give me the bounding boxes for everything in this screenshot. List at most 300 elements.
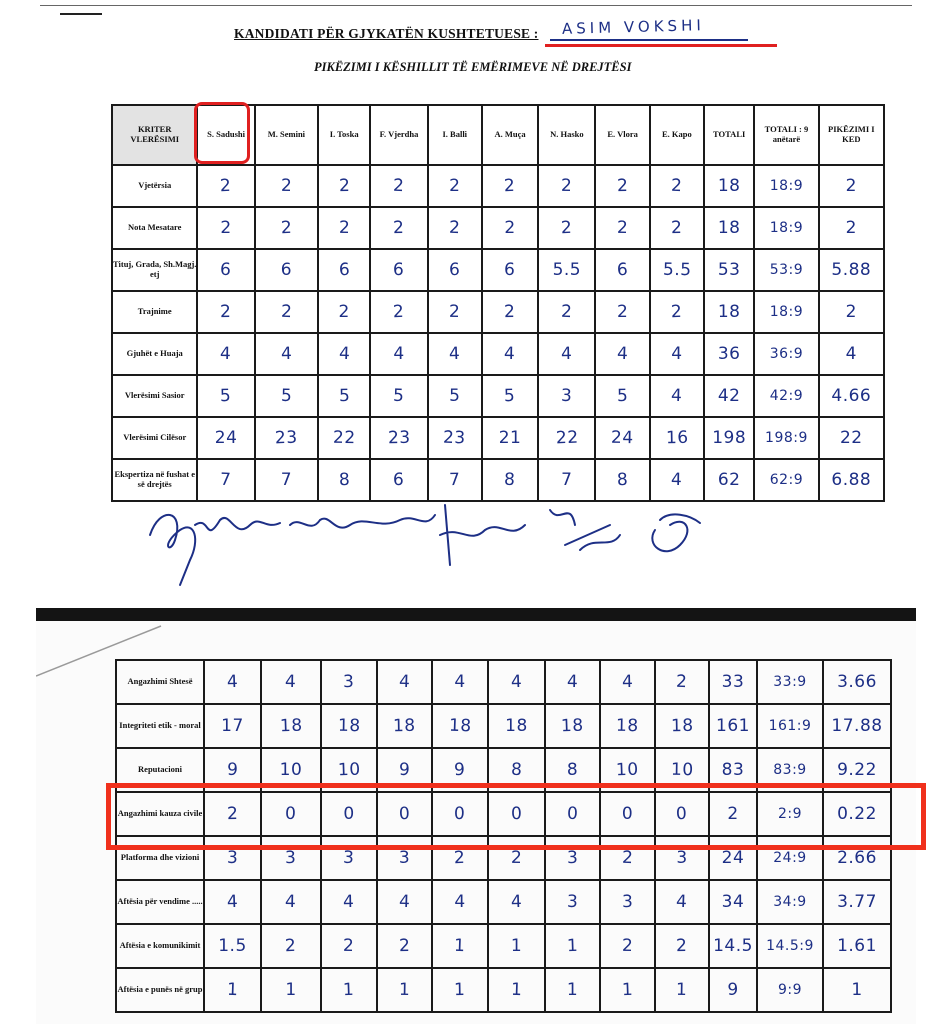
- total-9-cell: [757, 704, 823, 748]
- judge-score-cell: [370, 417, 427, 459]
- total-cell: [704, 165, 754, 207]
- judge-score-cell: [318, 417, 370, 459]
- column-header-criterion: KRITER VLERËSIMI: [112, 105, 197, 165]
- judge-score-cell: [432, 660, 488, 704]
- judge-score: 4: [448, 343, 461, 365]
- judge-score: 3: [560, 385, 573, 407]
- judge-score-cell: [428, 417, 482, 459]
- judge-score: 18: [392, 715, 416, 737]
- judge-score-cell: [428, 207, 482, 249]
- judge-score: 3: [343, 671, 355, 693]
- total-cell: [704, 417, 754, 459]
- judge-score-cell: [261, 968, 321, 1012]
- total-cell: [704, 333, 754, 375]
- total-value: 62: [717, 470, 741, 490]
- judge-score: 8: [616, 469, 629, 491]
- total-9-cell: [754, 207, 818, 249]
- judge-score-cell: [321, 880, 377, 924]
- judge-score-cell: [545, 924, 600, 968]
- judge-score: 1.5: [218, 936, 247, 956]
- judge-score: 3: [566, 847, 579, 869]
- judge-score: 23: [387, 427, 411, 449]
- judge-score-cell: [488, 660, 545, 704]
- judge-score: 0: [398, 803, 411, 825]
- judge-score-cell: [197, 333, 254, 375]
- judge-score: 4: [621, 671, 634, 693]
- judge-score: 2: [398, 935, 411, 957]
- judge-score: 16: [665, 427, 689, 449]
- total-value: 14.5: [713, 936, 753, 956]
- judge-score-cell: [255, 249, 318, 291]
- judge-score: 2: [560, 301, 573, 323]
- criterion-label: Vlerësimi Cilësor: [112, 417, 197, 459]
- criterion-label: Trajnime: [112, 291, 197, 333]
- judge-score: 2: [343, 935, 355, 957]
- total-9-value: 42:9: [769, 388, 804, 404]
- judge-score: 1: [226, 979, 239, 1001]
- judge-score: 9: [398, 759, 411, 781]
- judge-score-cell: [538, 207, 595, 249]
- judge-score: 4: [280, 343, 293, 365]
- judge-score-cell: [370, 165, 427, 207]
- judge-score: 6: [393, 259, 405, 281]
- column-header-judge: I. Toska: [318, 105, 370, 165]
- judge-score: 4: [671, 344, 683, 364]
- judge-score: 7: [220, 469, 233, 491]
- column-header-judge: E. Kapo: [650, 105, 704, 165]
- total-9-value: 83:9: [773, 762, 807, 778]
- judge-score: 2: [671, 217, 683, 239]
- judge-score-cell: [377, 924, 432, 968]
- judge-score-cell: [538, 333, 595, 375]
- judge-score: 24: [611, 427, 635, 449]
- judge-score-cell: [600, 660, 655, 704]
- judge-score: 4: [510, 891, 523, 913]
- judge-score: 18: [279, 715, 303, 737]
- judge-score: 8: [504, 469, 517, 491]
- total-9-value: 161:9: [768, 718, 812, 734]
- judge-score: 9: [454, 759, 466, 781]
- judge-score: 10: [337, 759, 361, 781]
- criterion-label: Platforma dhe vizioni: [116, 836, 204, 880]
- document-subtitle: PIKËZIMI I KËSHILLIT TË EMËRIMEVE NË DREJTËSI: [314, 60, 632, 74]
- judge-score-cell: [428, 165, 482, 207]
- judge-score: 2: [449, 176, 461, 196]
- criterion-label: Aftësia për vendime .....: [116, 880, 204, 924]
- judge-score-cell: [600, 924, 655, 968]
- judge-score: 2: [280, 301, 293, 323]
- judge-score: 0: [510, 803, 523, 825]
- judge-score: 0: [566, 803, 579, 825]
- criterion-label: Angazhimi kauza civile: [116, 792, 204, 836]
- total-9-value: 36:9: [769, 346, 804, 362]
- judge-score-cell: [261, 924, 321, 968]
- ked-score-value: 9.22: [837, 760, 877, 780]
- judge-score-cell: [545, 880, 600, 924]
- total-value: 36: [717, 344, 741, 364]
- judge-score: 5: [616, 385, 629, 407]
- ked-score-cell: [819, 165, 884, 207]
- ked-score-value: 4.66: [831, 386, 872, 406]
- table-row: [112, 249, 884, 291]
- judge-score: 4: [338, 343, 351, 365]
- judge-score: 2: [220, 175, 233, 197]
- judge-score-cell: [377, 968, 432, 1012]
- judge-score: 4: [343, 891, 355, 913]
- ked-score-cell: [819, 291, 884, 333]
- judge-score: 0: [343, 804, 355, 824]
- judge-score: 3: [566, 891, 579, 913]
- total-value: 33: [721, 672, 745, 692]
- judge-score: 4: [560, 343, 573, 365]
- total-value: 24: [721, 848, 745, 868]
- judge-score-cell: [197, 291, 254, 333]
- judge-score: 2: [510, 847, 523, 869]
- judge-score: 6: [280, 260, 293, 280]
- judge-score: 6: [504, 259, 517, 281]
- top-rule: [40, 5, 912, 6]
- ked-score-value: 4: [845, 344, 857, 364]
- judge-score-cell: [538, 165, 595, 207]
- total-9-cell: [754, 249, 818, 291]
- total-value: 34: [721, 892, 745, 912]
- column-header-judge: M. Semini: [255, 105, 318, 165]
- judge-score-cell: [650, 333, 704, 375]
- judge-score-cell: [261, 704, 321, 748]
- total-cell: [704, 207, 754, 249]
- judge-score-cell: [321, 924, 377, 968]
- total-9-value: 14.5:9: [766, 938, 814, 954]
- ked-score-value: 0.22: [837, 804, 877, 824]
- ked-score-value: 6.88: [831, 470, 872, 490]
- judge-score: 2: [616, 302, 629, 322]
- judge-score: 3: [676, 848, 688, 868]
- judge-score: 2: [280, 175, 293, 197]
- total-9-cell: [754, 417, 818, 459]
- judge-score: 4: [285, 891, 297, 913]
- column-header-judge: E. Vlora: [595, 105, 649, 165]
- ked-score-value: 2: [845, 218, 857, 238]
- judge-score: 2: [560, 217, 573, 239]
- judge-score: 1: [510, 979, 523, 1001]
- judge-score-cell: [318, 207, 370, 249]
- page-gap-band: [36, 608, 916, 621]
- judge-score: 2: [560, 175, 573, 197]
- judge-score: 7: [561, 470, 573, 490]
- judge-score-cell: [488, 924, 545, 968]
- judge-score-cell: [370, 249, 427, 291]
- judge-score-cell: [488, 880, 545, 924]
- judge-score-cell: [370, 375, 427, 417]
- judge-score: 0: [454, 803, 466, 825]
- judge-score-cell: [370, 333, 427, 375]
- judge-score: 4: [454, 892, 466, 912]
- judge-score-cell: [318, 165, 370, 207]
- judge-score-cell: [261, 660, 321, 704]
- judge-score: 5.5: [552, 260, 582, 280]
- table-row: [112, 333, 884, 375]
- total-9-value: 9:9: [777, 982, 803, 998]
- judge-score: 5: [280, 385, 293, 407]
- judge-score-cell: [318, 333, 370, 375]
- judge-score: 2: [670, 175, 683, 197]
- judge-score: 2: [280, 217, 293, 239]
- judge-score: 6: [220, 259, 233, 281]
- total-9-cell: [754, 333, 818, 375]
- ked-score-cell: [823, 704, 891, 748]
- judge-score-cell: [428, 249, 482, 291]
- judge-score-cell: [197, 165, 254, 207]
- judge-score-cell: [650, 417, 704, 459]
- judge-score: 0: [621, 804, 634, 824]
- total-value: 83: [721, 760, 745, 780]
- criterion-label: Gjuhët e Huaja: [112, 333, 197, 375]
- judge-score: 4: [398, 671, 411, 693]
- judge-score-cell: [655, 660, 709, 704]
- judge-score: 18: [615, 715, 639, 737]
- judge-score-cell: [595, 333, 649, 375]
- judge-score: 4: [398, 891, 411, 913]
- judge-score-cell: [482, 417, 538, 459]
- ked-score-value: 3.77: [837, 892, 877, 912]
- judge-score: 23: [274, 427, 299, 449]
- table-row: [116, 704, 891, 748]
- total-9-value: 198:9: [765, 430, 808, 446]
- judge-score-cell: [595, 165, 649, 207]
- table-row: [112, 291, 884, 333]
- judge-score-cell: [428, 291, 482, 333]
- total-cell: [704, 291, 754, 333]
- judge-score: 1: [510, 936, 523, 956]
- judge-score: 18: [560, 715, 585, 737]
- judge-score: 8: [338, 469, 351, 491]
- judge-score: 2: [392, 301, 405, 323]
- judge-score: 1: [285, 980, 297, 1000]
- column-header-judge: I. Balli: [428, 105, 482, 165]
- judge-score: 6: [393, 469, 405, 491]
- judge-score-cell: [197, 417, 254, 459]
- judge-score-cell: [204, 704, 261, 748]
- judge-score: 21: [498, 428, 522, 448]
- judge-score-cell: [545, 660, 600, 704]
- ked-score-value: 1.61: [837, 936, 877, 956]
- criterion-label: Angazhimi Shtesë: [116, 660, 204, 704]
- judge-score-cell: [255, 375, 318, 417]
- judge-score: 1: [342, 979, 356, 1001]
- judge-score-cell: [482, 375, 538, 417]
- judge-score: 4: [510, 671, 523, 693]
- judge-score-cell: [650, 375, 704, 417]
- judge-score-cell: [428, 375, 482, 417]
- judge-score: 18: [505, 716, 528, 736]
- judge-score-cell: [197, 207, 254, 249]
- judge-score: 0: [675, 803, 689, 825]
- judge-score-cell: [595, 417, 649, 459]
- judge-score-cell: [255, 417, 318, 459]
- judge-score: 3: [398, 848, 411, 868]
- ked-score-value: 2.66: [837, 848, 877, 868]
- total-cell: [709, 660, 757, 704]
- judge-score-cell: [650, 291, 704, 333]
- judge-score-cell: [655, 924, 709, 968]
- judge-score: 18: [670, 715, 694, 737]
- total-9-cell: [754, 375, 818, 417]
- table-row: [116, 924, 891, 968]
- highlight-civil-engagement-row: [106, 783, 926, 850]
- judge-score: 2: [338, 302, 350, 322]
- judge-score-cell: [255, 291, 318, 333]
- table-row: [112, 165, 884, 207]
- judge-score-cell: [650, 249, 704, 291]
- signatures: [140, 485, 720, 595]
- judge-score-cell: [261, 880, 321, 924]
- judge-score-cell: [204, 968, 261, 1012]
- total-9-value: 53:9: [769, 262, 804, 278]
- ked-score-value: 5.88: [831, 260, 872, 280]
- judge-score-cell: [538, 375, 595, 417]
- judge-score: 5: [449, 386, 461, 406]
- judge-score: 4: [393, 344, 405, 364]
- judge-score: 5: [504, 385, 517, 407]
- judge-score: 2: [616, 217, 629, 239]
- column-header-judge: S. Sadushi: [197, 105, 254, 165]
- total-cell: [704, 375, 754, 417]
- judge-score: 2: [504, 175, 517, 197]
- total-9-value: 33:9: [773, 674, 807, 690]
- total-9-value: 18:9: [769, 304, 804, 320]
- judge-score: 24: [214, 428, 238, 448]
- judge-score-cell: [595, 207, 649, 249]
- highlight-sadushi-column: [194, 102, 250, 164]
- judge-score: 4: [226, 671, 239, 693]
- candidate-underline-red: [545, 44, 777, 47]
- judge-score-cell: [321, 660, 377, 704]
- judge-score: 22: [555, 427, 579, 449]
- judge-score-cell: [370, 291, 427, 333]
- table-row: [112, 207, 884, 249]
- total-cell: [709, 704, 757, 748]
- judge-score: 4: [220, 343, 232, 365]
- ked-score-cell: [823, 880, 891, 924]
- total-cell: [709, 924, 757, 968]
- judge-score: 1: [566, 980, 579, 1000]
- judge-score-cell: [432, 968, 488, 1012]
- judge-score: 2: [616, 175, 629, 197]
- column-header-judge: F. Vjerdha: [370, 105, 427, 165]
- judge-score-cell: [204, 660, 261, 704]
- ked-score-cell: [819, 417, 884, 459]
- table-row: [112, 417, 884, 459]
- judge-score-cell: [482, 333, 538, 375]
- total-value: 18: [717, 176, 741, 196]
- ked-score-cell: [819, 249, 884, 291]
- judge-score: 4: [566, 671, 579, 693]
- judge-score-cell: [318, 249, 370, 291]
- judge-score-cell: [204, 880, 261, 924]
- judge-score: 5: [392, 385, 405, 407]
- judge-score: 1: [454, 979, 466, 1001]
- judge-score: 18: [337, 715, 361, 737]
- criterion-label: Vjetërsia: [112, 165, 197, 207]
- judge-score-cell: [655, 880, 709, 924]
- criterion-label: Vlerësimi Sasior: [112, 375, 197, 417]
- judge-score: 4: [671, 469, 683, 491]
- judge-score: 2: [393, 217, 405, 239]
- ked-score-value: 3.66: [837, 672, 877, 692]
- judge-score: 6: [338, 259, 351, 281]
- judge-score: 1: [453, 935, 467, 957]
- table-row: [116, 968, 891, 1012]
- total-9-cell: [757, 924, 823, 968]
- total-value: 18: [717, 218, 741, 238]
- judge-score: 5.5: [662, 259, 692, 281]
- judge-score-cell: [600, 968, 655, 1012]
- judge-score-cell: [432, 924, 488, 968]
- ked-score-value: 17.88: [831, 716, 883, 736]
- judge-score: 10: [670, 759, 694, 781]
- column-header-total-9: TOTALI : 9 anëtarë: [754, 105, 818, 165]
- candidate-underline-blue: [550, 39, 748, 41]
- total-cell: [704, 249, 754, 291]
- ked-score-cell: [819, 207, 884, 249]
- ked-score-cell: [823, 660, 891, 704]
- judge-score: 2: [675, 671, 689, 693]
- judge-score: 6: [616, 259, 629, 281]
- table-row: [112, 375, 884, 417]
- judge-score: 4: [504, 343, 516, 365]
- judge-score: 2: [504, 218, 516, 238]
- corner-mark: [60, 13, 102, 15]
- total-9-cell: [754, 459, 818, 501]
- ked-score-cell: [819, 459, 884, 501]
- judge-score-cell: [377, 660, 432, 704]
- criterion-label: Ekspertiza në fushat e së drejtës: [112, 459, 197, 501]
- total-9-cell: [754, 165, 818, 207]
- candidate-name: ASIM VOKSHI: [561, 16, 706, 38]
- total-9-cell: [757, 968, 823, 1012]
- criterion-label: Tituj, Grada, Sh.Magj. etj: [112, 249, 197, 291]
- judge-score: 2: [226, 803, 239, 825]
- judge-score: 18: [448, 715, 472, 737]
- judge-score: 2: [338, 217, 351, 239]
- total-9-cell: [757, 880, 823, 924]
- criterion-label: Nota Mesatare: [112, 207, 197, 249]
- judge-score: 0: [284, 803, 298, 825]
- criterion-label: Integriteti etik - moral: [116, 704, 204, 748]
- ked-score-value: 1: [851, 980, 863, 1000]
- total-9-value: 62:9: [769, 472, 804, 488]
- judge-score: 2: [392, 175, 405, 197]
- total-cell: [709, 880, 757, 924]
- judge-score-cell: [545, 968, 600, 1012]
- judge-score: 10: [279, 760, 303, 780]
- judge-score: 4: [285, 671, 297, 693]
- judge-score-cell: [538, 249, 595, 291]
- ked-score-cell: [823, 968, 891, 1012]
- total-value: 161: [716, 716, 750, 736]
- total-9-cell: [757, 660, 823, 704]
- judge-score: 7: [280, 470, 293, 490]
- ked-score-value: 2: [845, 302, 857, 322]
- total-value: 18: [717, 302, 741, 322]
- ked-score-value: 2: [845, 176, 857, 196]
- judge-score-cell: [255, 207, 318, 249]
- judge-score-cell: [595, 375, 649, 417]
- judge-score-cell: [197, 249, 254, 291]
- judge-score-cell: [432, 880, 488, 924]
- judge-score: 2: [453, 847, 467, 869]
- judge-score: 23: [443, 427, 467, 449]
